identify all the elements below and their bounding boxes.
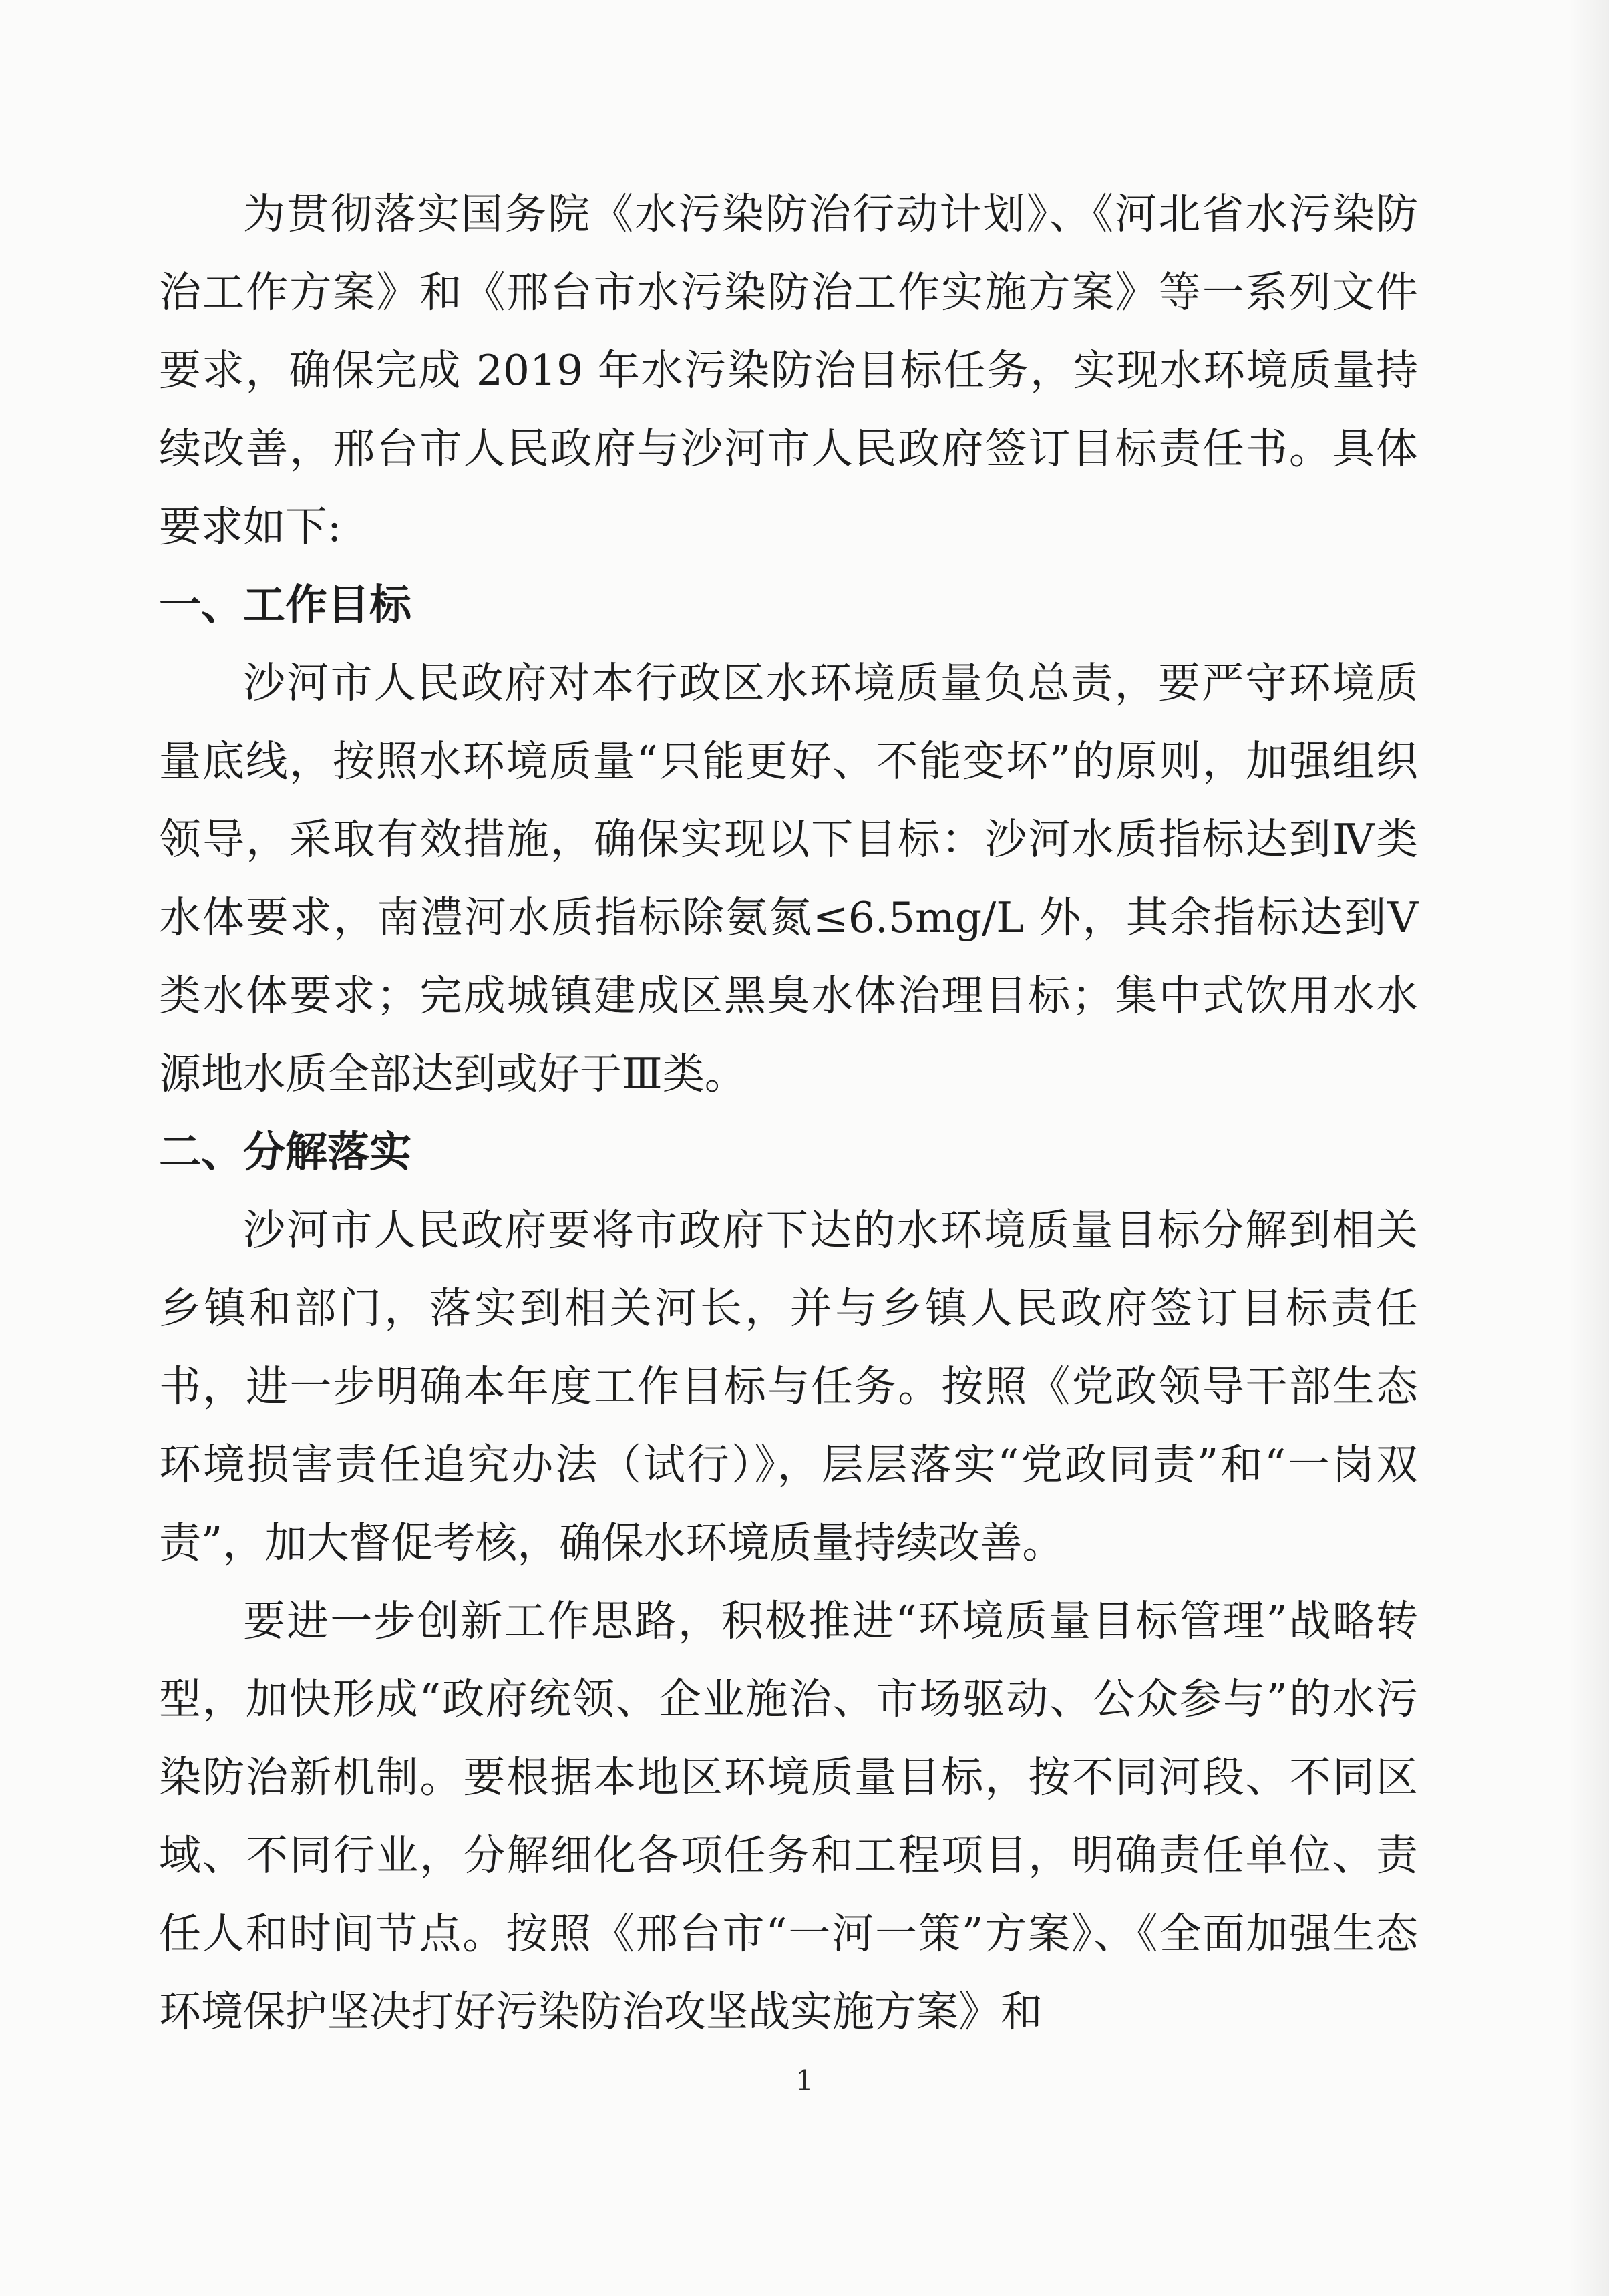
document-body xyxy=(159,175,1418,2051)
paragraph-decomposition-2: 要进一步创新工作思路，积极推进“环境质量目标管理”战略转型，加快形成“政府统领、企业施治、市场驱动、公众参与”的水污染防治新机制。要根据本地区环境质量目标，按不同河段、不同区域、不同行业，分解细化各项任务和工程项目，明确责任单位、责任人和时间节点。按照《邢台市“一河一策”方案》、《全面加强生态环境保护坚决打好污染防治攻坚战实施方案》和 xyxy=(159,1597,1418,2036)
paragraph-decomposition-1: 沙河市人民政府要将市政府下达的水环境质量目标分解到相关乡镇和部门，落实到相关河长，并与乡镇人民政府签订目标责任书，进一步明确本年度工作目标与任务。按照《党政领导干部生态环境损害责任追究办法（试行）》，层层落实“党政同责”和“一岗双责”，加大督促考核，确保水环境质量持续改善。 xyxy=(159,1206,1418,1567)
paragraph-intro: 为贯彻落实国务院《水污染防治行动计划》、《河北省水污染防治工作方案》和《邢台市水污染防治工作实施方案》等一系列文件要求，确保完成 2019 年水污染防治目标任务，实现水环境质量持续改善，邢台市人民政府与沙河市人民政府签订目标责任书。具体要求如下: xyxy=(159,190,1418,551)
scan-edge-shadow xyxy=(1569,0,1609,2296)
page-number: 1 xyxy=(795,2064,814,2097)
section-heading-decomposition: 二、分解落实 xyxy=(159,1128,411,1176)
section-heading-work-goals: 一、工作目标 xyxy=(159,581,411,629)
paragraph-goals: 沙河市人民政府对本行政区水环境质量负总责，要严守环境质量底线，按照水环境质量“只能更好、不能变坏”的原则，加强组织领导，采取有效措施，确保实现以下目标：沙河水质指标达到Ⅳ类水体要求，南澧河水质指标除氨氮≤6.5mg/L 外，其余指标达到Ⅴ类水体要求；完成城镇建成区黑臭水体治理目标；集中式饮用水水源地水质全部达到或好于Ⅲ类。 xyxy=(159,659,1418,1098)
